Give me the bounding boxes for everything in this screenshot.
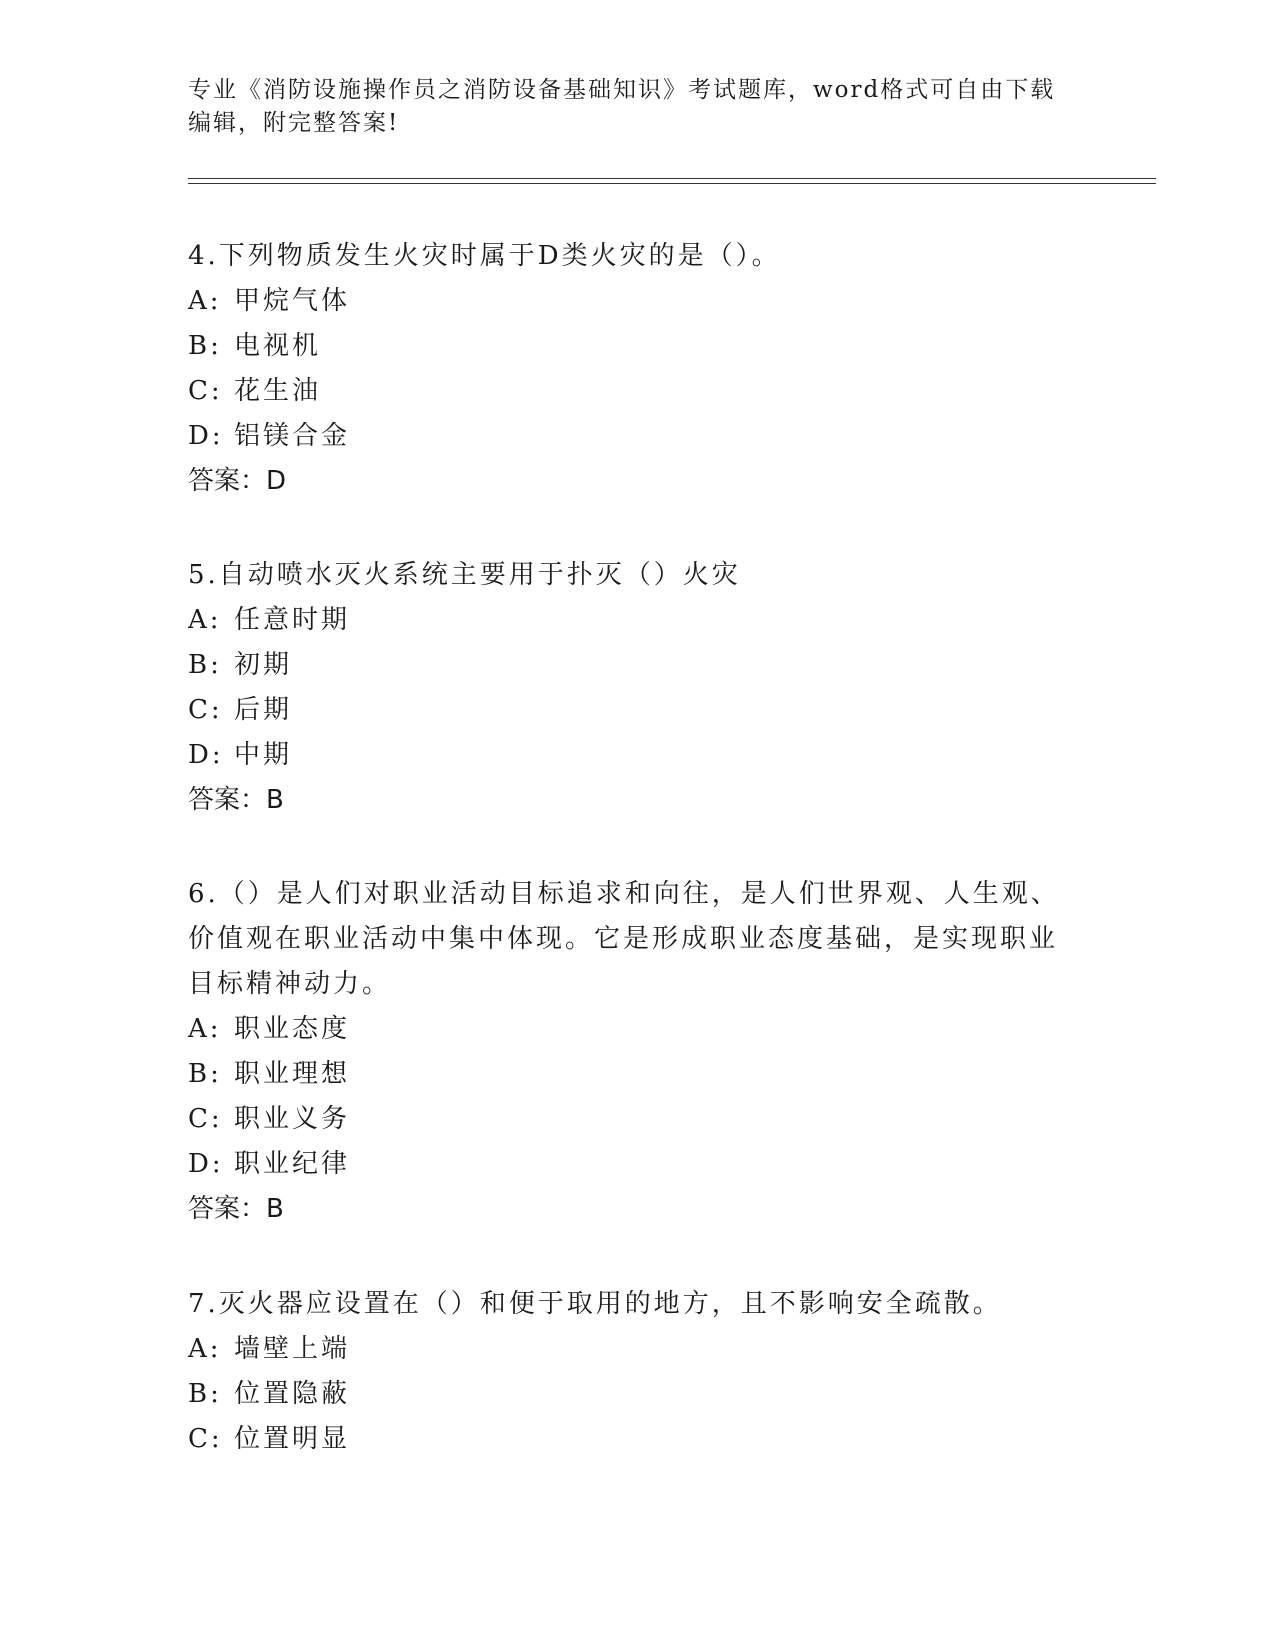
question-stem: 6.（）是人们对职业活动目标追求和向往，是人们世界观、人生观、价值观在职业活动中集中体现。它是形成职业态度基础，是实现职业目标精神动力。 [188,879,1060,999]
option-b [188,1372,1068,1417]
option-text: 中期 [234,740,293,770]
option-letter: D: [188,740,224,770]
header-divider-bottom [188,183,1156,184]
option-text: 职业理想 [234,1059,351,1089]
option-b [188,643,1068,688]
option-a [188,279,1068,324]
option-text: 后期 [234,695,293,725]
answer: 答案：D [188,466,287,496]
question-5 [188,553,1068,823]
option-letter: A: [188,605,222,635]
option-letter: A: [188,286,222,316]
option-d [188,1142,1068,1187]
option-d [188,414,1068,459]
header-divider-top [188,178,1156,179]
option-letter: B: [188,331,222,361]
option-text: 花生油 [234,376,322,406]
option-text: 铝镁合金 [234,421,351,451]
option-c [188,1417,1068,1462]
option-text: 电视机 [234,331,322,361]
option-text: 初期 [234,650,293,680]
option-c [188,688,1068,733]
option-d [188,733,1068,778]
option-text: 职业态度 [234,1014,351,1044]
document-header: 专业《消防设施操作员之消防设备基础知识》考试题库，word格式可自由下载编辑，附完整答案! [188,77,1056,136]
option-text: 位置隐蔽 [234,1379,351,1409]
question-6 [188,872,1068,1232]
option-letter: C: [188,376,223,406]
option-text: 甲烷气体 [234,286,351,316]
answer: 答案：B [188,1194,284,1224]
option-letter: A: [188,1334,222,1364]
option-letter: B: [188,1059,222,1089]
option-text: 位置明显 [234,1424,351,1454]
answer: 答案：B [188,785,284,815]
question-stem: 7.灭火器应设置在（）和便于取用的地方，且不影响安全疏散。 [188,1289,1002,1319]
option-b [188,324,1068,369]
option-c [188,369,1068,414]
option-letter: D: [188,421,224,451]
option-c [188,1097,1068,1142]
option-a [188,1327,1068,1372]
question-stem: 4.下列物质发生火灾时属于D类火灾的是（）。 [188,241,781,271]
option-letter: B: [188,1379,222,1409]
option-b [188,1052,1068,1097]
option-letter: C: [188,1104,223,1134]
question-stem: 5.自动喷水灭火系统主要用于扑灭（）火灾 [188,560,741,590]
question-7 [188,1282,1068,1462]
option-letter: C: [188,1424,223,1454]
option-text: 职业义务 [234,1104,351,1134]
option-text: 职业纪律 [234,1149,351,1179]
option-a [188,598,1068,643]
option-text: 墙壁上端 [234,1334,351,1364]
option-letter: A: [188,1014,222,1044]
option-text: 任意时期 [234,605,351,635]
option-letter: B: [188,650,222,680]
option-a [188,1007,1068,1052]
question-4 [188,234,1068,504]
option-letter: C: [188,695,223,725]
option-letter: D: [188,1149,224,1179]
